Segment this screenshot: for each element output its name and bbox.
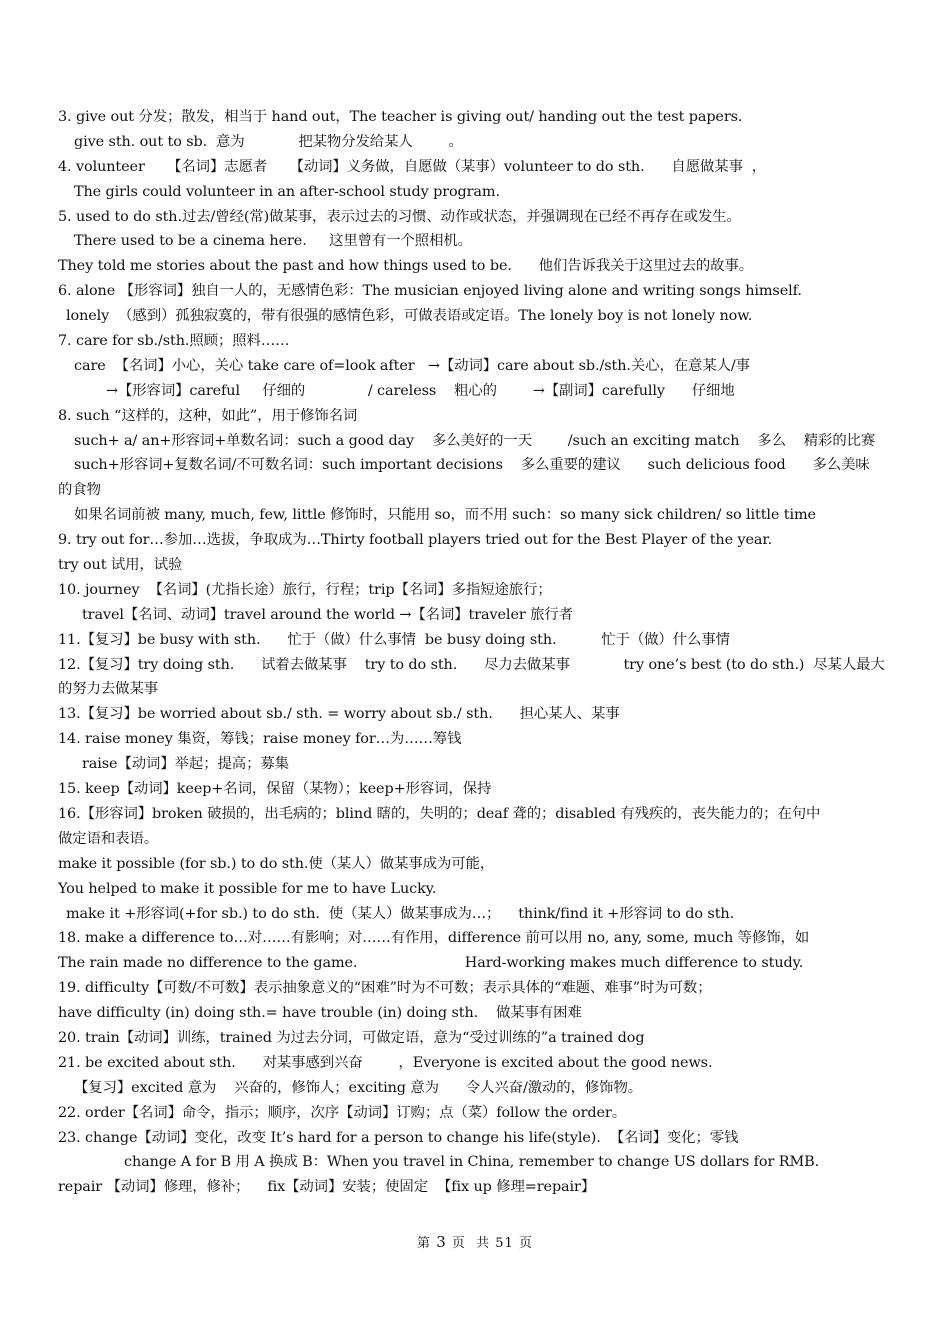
text-line: 15. keep【动词】keep+名词，保留（某物）；keep+形容词，保持 (58, 781, 492, 798)
text-line: →【形容词】careful 仔细的 / careless 粗心的 →【副词】carefully 仔细地 (106, 382, 735, 399)
text-line: repair 【动词】修理，修补； fix【动词】安装；使固定 【fix up 修理=repair】 (58, 1179, 596, 1196)
text-line: 13.【复习】be worried about sb./ sth. = worry about sb./ sth. 担心某人、某事 (58, 706, 620, 723)
text-line: 如果名词前被 many, much, few, little 修饰时，只能用 so，而不用 such：so many sick children/ so little time (74, 507, 816, 524)
text-line: 14. raise money 集资，筹钱；raise money for…为……筹钱 (58, 731, 462, 748)
text-line: make it +形容词(+for sb.) to do sth. 使（某人）做某事成为…； think/find it +形容词 to do sth. (66, 905, 735, 922)
text-line: 9. try out for…参加…选拔，争取成为…Thirty football players tried out for the Best Player of the year. (58, 532, 773, 549)
text-line: care 【名词】小心，关心 take care of=look after →【动词】care about sb./sth.关心，在意某人/事 (74, 357, 750, 374)
text-line: There used to be a cinema here. 这里曾有一个照相机。 (74, 233, 472, 250)
text-line: 5. used to do sth.过去/曾经(常)做某事，表示过去的习惯、动作或状态，并强调现在已经不再存在或发生。 (58, 208, 741, 225)
text-line: 的食物 (58, 482, 101, 499)
text-line: 19. difficulty【可数/不可数】表示抽象意义的“困难”时为不可数；表示具体的“难题、难事”时为可数； (58, 980, 712, 997)
text-line: make it possible (for sb.) to do sth.使（某人）做某事成为可能， (58, 855, 495, 872)
text-line: The rain made no difference to the game. Hard-working makes much difference to study. (58, 955, 804, 972)
page-total: 51 (495, 1236, 514, 1251)
text-line: 20. train【动词】训练，trained 为过去分词，可做定语，意为“受过训练的”a trained dog (58, 1029, 645, 1046)
text-line: 8. such “这样的，这种，如此”，用于修饰名词 (58, 407, 358, 424)
text-line: have difficulty (in) doing sth.= have trouble (in) doing sth. 做某事有困难 (58, 1005, 582, 1022)
text-line: 21. be excited about sth. 对某事感到兴奋 ，Everyone is excited about the good news. (58, 1054, 713, 1071)
text-line: 18. make a difference to…对……有影响；对……有作用，difference 前可以用 no, any, some, much 等修饰，如 (58, 930, 810, 947)
footer-suffix: 页 (513, 1236, 533, 1251)
text-line: 10. journey 【名词】(尤指长途）旅行，行程；trip【名词】多指短途旅行； (58, 581, 552, 598)
text-line: 23. change【动词】变化，改变 It’s hard for a person to change his life(style). 【名词】变化；零钱 (58, 1129, 739, 1146)
text-line: You helped to make it possible for me to have Lucky. (58, 880, 437, 897)
text-line: raise【动词】举起；提高；募集 (82, 756, 289, 773)
text-line: 【复习】excited 意为 兴奋的，修饰人；exciting 意为 令人兴奋/激动的，修饰物。 (74, 1079, 643, 1096)
text-line: give sth. out to sb. 意为 把某物分发给某人 。 (74, 133, 463, 150)
page-footer (0, 1232, 950, 1251)
text-line: 7. care for sb./sth.照顾；照料…… (58, 333, 290, 350)
text-line: 16.【形容词】broken 破损的，出毛病的；blind 瞎的，失明的；deaf 聋的；disabled 有残疾的，丧失能力的；在句中 (58, 805, 821, 822)
page-number: 3 (436, 1233, 447, 1251)
text-line: 12.【复习】try doing sth. 试着去做某事 try to do sth. 尽力去做某事 try one’s best (to do sth.) 尽某人最大 (58, 656, 885, 673)
text-line: 3. give out 分发；散发，相当于 hand out，The teacher is giving out/ handing out the test papers. (58, 109, 743, 125)
text-line: 4. volunteer 【名词】志愿者 【动词】义务做，自愿做（某事）volunteer to do sth. 自愿做某事 ， (58, 158, 767, 175)
text-line: try out 试用，试验 (58, 557, 183, 574)
text-line: 6. alone 【形容词】独自一人的，无感情色彩：The musician enjoyed living alone and writing songs himself. (58, 283, 802, 300)
text-line: change A for B 用 A 换成 B：When you travel in China, remember to change US dollars for RMB. (124, 1154, 820, 1171)
text-line: 做定语和表语。 (58, 830, 159, 847)
text-line: 22. order【名词】命令，指示；顺序，次序【动词】订购；点（菜）follow the order。 (58, 1104, 627, 1121)
text-line: lonely （感到）孤独寂寞的，带有很强的感情色彩，可做表语或定语。The lonely boy is not lonely now. (66, 308, 753, 325)
text-line: 的努力去做某事 (58, 681, 159, 698)
text-line: The girls could volunteer in an after-school study program. (74, 183, 500, 200)
notes-body (58, 105, 898, 1200)
text-line: such+形容词+复数名词/不可数名词：such important decisions 多么重要的建议 such delicious food 多么美味 (74, 457, 870, 474)
text-line: 11.【复习】be busy with sth. 忙于（做）什么事情 be busy doing sth. 忙于（做）什么事情 (58, 631, 730, 648)
text-line: They told me stories about the past and how things used to be. 他们告诉我关于这里过去的故事。 (58, 258, 754, 275)
text-line: such+ a/ an+形容词+单数名词：such a good day 多么美好的一天 /such an exciting match 多么 精彩的比赛 (74, 432, 876, 449)
text-line: travel【名词、动词】travel around the world →【名词】traveler 旅行者 (82, 606, 573, 623)
footer-prefix: 第 (417, 1236, 437, 1251)
footer-middle: 页 共 (446, 1236, 496, 1251)
